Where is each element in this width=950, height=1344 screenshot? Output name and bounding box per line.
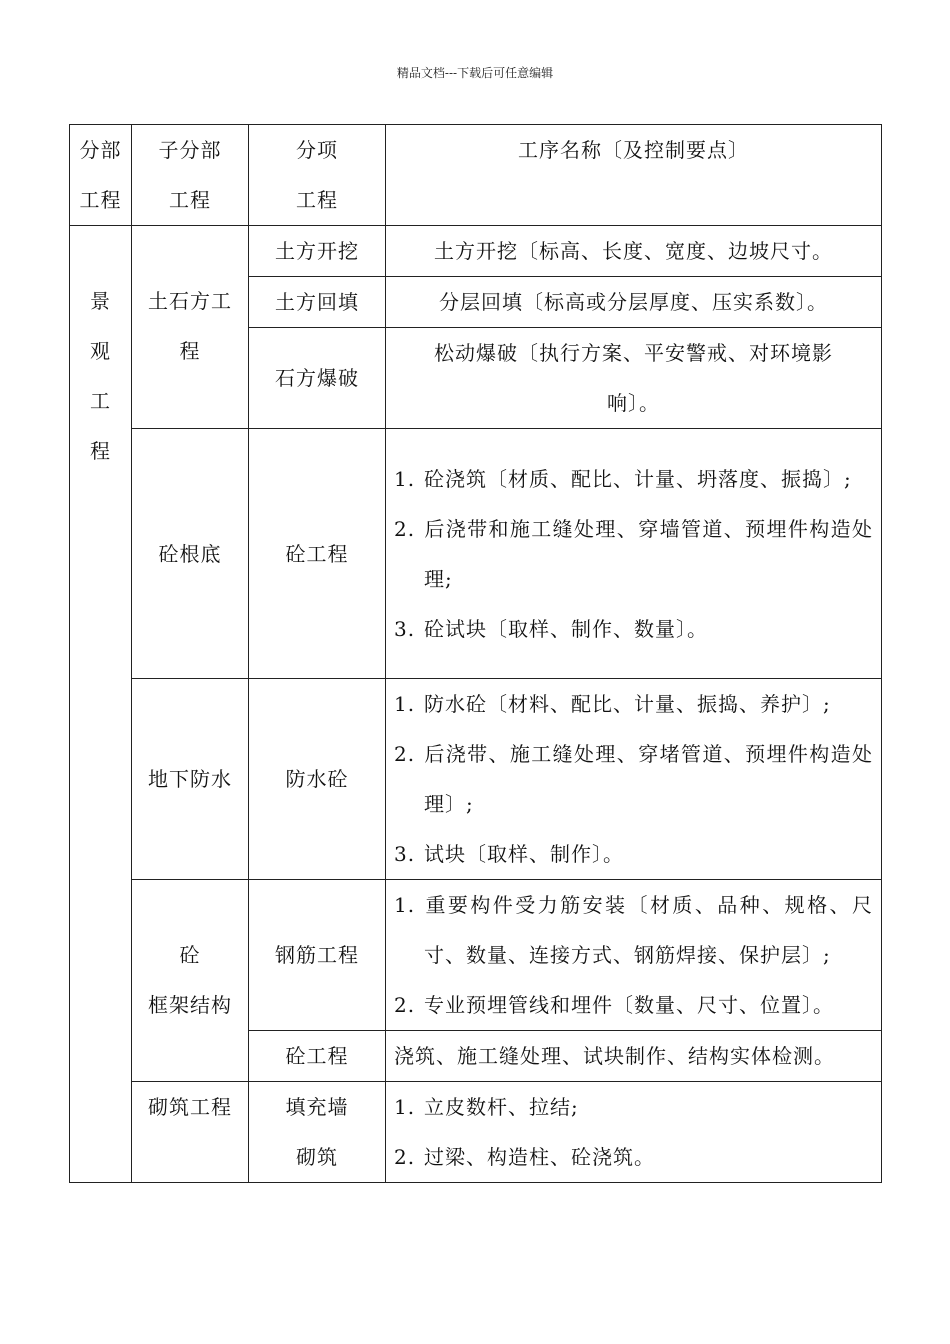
process-cell — [386, 880, 882, 1031]
process-step — [394, 1082, 873, 1132]
step-number: 1. — [394, 1095, 416, 1119]
process-cell — [386, 1082, 882, 1183]
process-step — [394, 829, 873, 879]
header-subdivision-line: 子分部 — [158, 138, 222, 162]
item-cell — [249, 429, 386, 679]
step-number: 2. — [394, 993, 416, 1017]
item-cell — [249, 1031, 386, 1082]
process-step — [394, 880, 873, 980]
subdivision-cell — [132, 880, 249, 1082]
step-number: 3. — [394, 616, 416, 641]
division-name-char: 景 — [90, 289, 111, 313]
item-cell — [249, 226, 386, 277]
process-step — [394, 454, 873, 504]
step-number: 1. — [394, 692, 416, 716]
division-name-char: 程 — [90, 439, 111, 463]
subdivision-cell — [132, 226, 249, 429]
step-number: 3. — [394, 842, 416, 866]
process-cell — [386, 1031, 882, 1082]
process-text: 松动爆破〔执行方案、平安警戒、对环境影 — [434, 341, 833, 365]
step-text: 重要构件受力筋安装〔材质、品种、规格、尺寸、数量、连接方式、钢筋焊接、保护层〕; — [424, 893, 873, 967]
process-step — [394, 679, 873, 729]
header-division-line: 工程 — [79, 188, 122, 212]
item-name: 石方爆破 — [275, 366, 359, 390]
subdivision-line: 地下防水 — [148, 767, 232, 791]
subdivision-line: 程 — [179, 339, 201, 363]
header-process — [386, 125, 882, 226]
item-name: 土方开挖 — [275, 239, 359, 263]
item-name: 土方回填 — [275, 290, 359, 314]
item-cell — [249, 679, 386, 880]
step-number: 2. — [394, 1145, 416, 1169]
step-text: 过梁、构造柱、砼浇筑。 — [424, 1145, 655, 1169]
table-row — [70, 429, 882, 679]
header-division-line: 分部 — [79, 138, 122, 162]
header-item-line: 工程 — [296, 188, 338, 212]
header-division — [70, 125, 132, 226]
process-cell — [386, 277, 882, 328]
construction-process-table — [69, 124, 882, 1183]
process-text: 浇筑、施工缝处理、试块制作、结构实体检测。 — [394, 1044, 835, 1068]
item-name: 砼工程 — [285, 1044, 349, 1068]
process-step — [394, 980, 873, 1030]
step-text: 砼浇筑〔材质、配比、计量、坍落度、振捣〕; — [424, 466, 852, 491]
item-name: 砼工程 — [285, 541, 349, 566]
table-row — [70, 679, 882, 880]
step-text: 防水砼〔材料、配比、计量、振捣、养护〕; — [424, 692, 831, 716]
table-row — [70, 1082, 882, 1183]
step-text: 后浇带和施工缝处理、穿墙管道、预埋件构造处理; — [424, 516, 873, 591]
process-cell — [386, 226, 882, 277]
item-name: 防水砼 — [285, 767, 349, 791]
subdivision-cell — [132, 1082, 249, 1183]
header-item — [249, 125, 386, 226]
subdivision-line: 土石方工 — [148, 289, 232, 313]
step-number: 1. — [394, 466, 416, 491]
item-cell — [249, 880, 386, 1031]
subdivision-line: 砼根底 — [158, 541, 222, 566]
header-subdivision — [132, 125, 249, 226]
header-item-line: 分项 — [296, 138, 338, 162]
step-number: 2. — [394, 742, 416, 766]
process-step — [394, 504, 873, 604]
process-cell — [386, 328, 882, 429]
header-process-text: 工序名称〔及控制要点〕 — [518, 138, 749, 162]
subdivision-cell — [132, 429, 249, 679]
process-text: 响〕。 — [607, 391, 660, 415]
step-text: 试块〔取样、制作〕。 — [424, 842, 624, 866]
step-text: 后浇带、施工缝处理、穿堵管道、预埋件构造处理〕; — [424, 742, 873, 816]
subdivision-cell — [132, 679, 249, 880]
item-cell — [249, 328, 386, 429]
step-text: 立皮数杆、拉结; — [424, 1095, 579, 1119]
item-cell — [249, 1082, 386, 1183]
step-number: 2. — [394, 516, 416, 541]
table-row — [70, 880, 882, 1031]
item-cell — [249, 277, 386, 328]
header-subdivision-line: 工程 — [169, 188, 211, 212]
step-text: 专业预埋管线和埋件〔数量、尺寸、位置〕。 — [424, 993, 834, 1017]
process-text: 土方开挖〔标高、长度、宽度、边坡尺寸。 — [434, 239, 833, 263]
table-row — [70, 226, 882, 277]
step-number: 1. — [394, 893, 416, 917]
process-cell — [386, 679, 882, 880]
item-name: 填充墙 — [285, 1095, 349, 1119]
division-name-char: 观 — [90, 339, 111, 363]
subdivision-line: 砼 — [179, 943, 201, 967]
item-name: 钢筋工程 — [275, 943, 359, 967]
subdivision-line: 框架结构 — [148, 993, 232, 1017]
item-name: 砌筑 — [296, 1145, 338, 1169]
process-step — [394, 1132, 873, 1182]
process-step — [394, 729, 873, 829]
process-step — [394, 604, 873, 654]
page-header: 精品文档---下载后可任意编辑 — [396, 66, 554, 80]
subdivision-line: 砌筑工程 — [148, 1095, 232, 1119]
table-header-row — [70, 125, 882, 226]
division-name-cell — [70, 226, 132, 1183]
process-cell — [386, 429, 882, 679]
division-name-char: 工 — [90, 389, 111, 413]
step-text: 砼试块〔取样、制作、数量〕。 — [424, 616, 708, 641]
process-text: 分层回填〔标高或分层厚度、压实系数〕。 — [439, 290, 828, 314]
